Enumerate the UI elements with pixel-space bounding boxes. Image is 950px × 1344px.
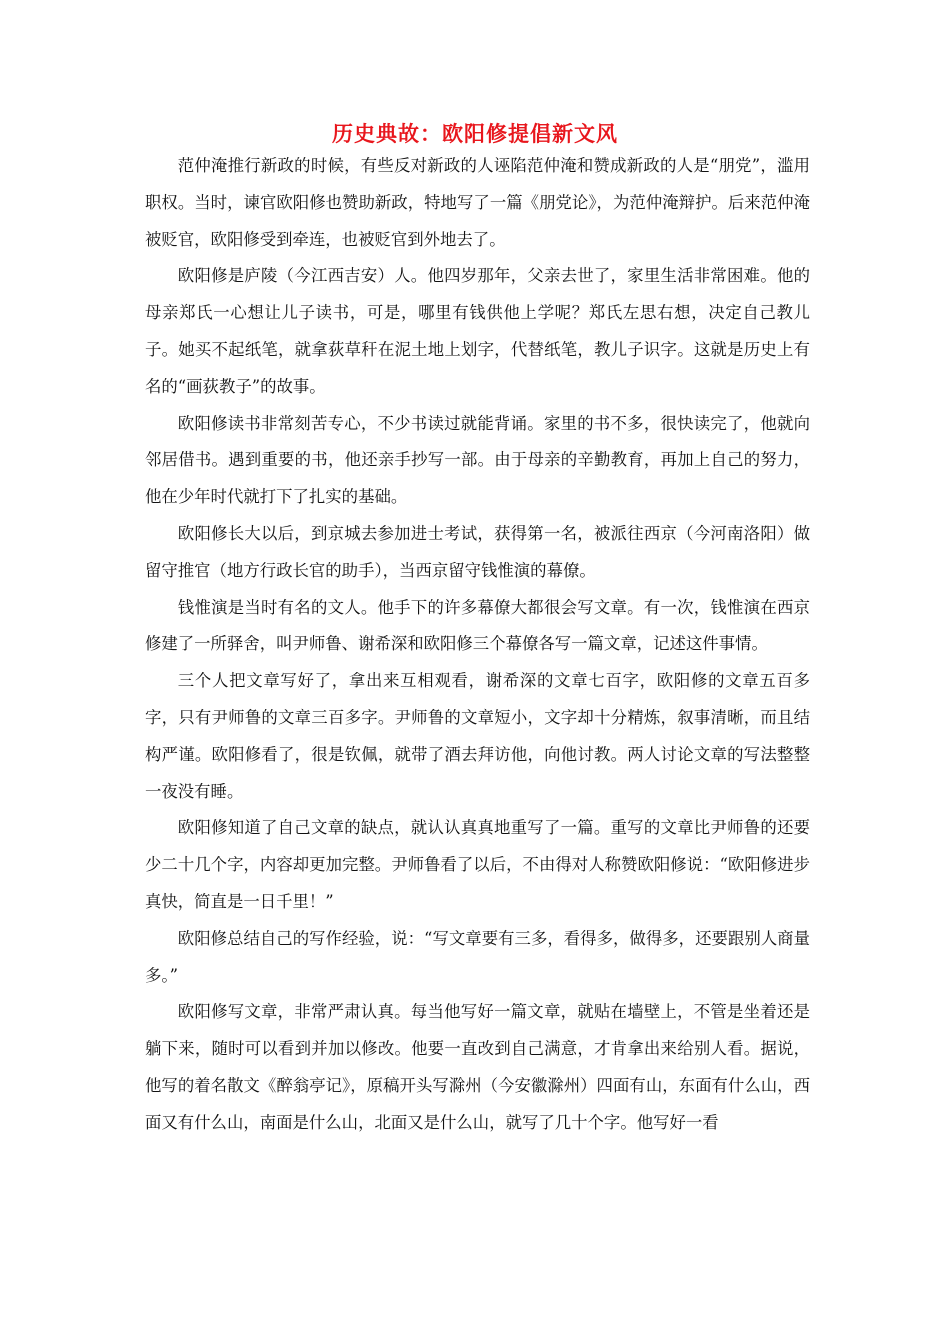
document-title: 历史典故：欧阳修提倡新文风 [332,121,618,146]
paragraph: 欧阳修读书非常刻苦专心，不少书读过就能背诵。家里的书不多，很快读完了，他就向邻居借书。遇到重要的书，他还亲手抄写一部。由于母亲的辛勤教育，再加上自己的努力，他在少年时代就打下了扎实的基础。 [145,413,810,507]
paragraph: 范仲淹推行新政的时候，有些反对新政的人诬陷范仲淹和赞成新政的人是“朋党”，滥用职权。当时，谏官欧阳修也赞助新政，特地写了一篇《朋党论》，为范仲淹辩护。后来范仲淹被贬官，欧阳修受到牵连，也被贬官到外地去了。 [145,156,810,249]
paragraph: 欧阳修长大以后，到京城去参加进士考试，获得第一名，被派往西京（今河南洛阳）做留守推官（地方行政长官的助手），当西京留守钱惟演的幕僚。 [145,523,810,580]
document-body [145,148,810,1142]
paragraph: 欧阳修知道了自己文章的缺点，就认认真真地重写了一篇。重写的文章比尹师鲁的还要少二十几个字，内容却更加完整。尹师鲁看了以后，不由得对人称赞欧阳修说：“欧阳修进步真快，简直是一日千里！” [145,818,810,911]
paragraph: 欧阳修写文章，非常严肃认真。每当他写好一篇文章，就贴在墙壁上，不管是坐着还是躺下来，随时可以看到并加以修改。他要一直改到自己满意，才肯拿出来给别人看。据说，他写的着名散文《醉翁亭记》，原稿开头写滁州（今安徽滁州）四面有山，东面有什么山，西面又有什么山，南面是什么山，北面又是什么山，就写了几十个字。他写好一看 [145,1002,810,1132]
paragraph: 三个人把文章写好了，拿出来互相观看，谢希深的文章七百字，欧阳修的文章五百多字，只有尹师鲁的文章三百多字。尹师鲁的文章短小，文字却十分精炼，叙事清晰，而且结构严谨。欧阳修看了，很是钦佩，就带了酒去拜访他，向他讨教。两人讨论文章的写法整整一夜没有睡。 [145,671,810,801]
paragraph: 欧阳修总结自己的写作经验，说：“写文章要有三多，看得多，做得多，还要跟别人商量多。” [145,928,810,985]
paragraph: 钱惟演是当时有名的文人。他手下的许多幕僚大都很会写文章。有一次，钱惟演在西京修建了一所驿舍，叫尹师鲁、谢希深和欧阳修三个幕僚各写一篇文章，记述这件事情。 [145,597,810,654]
paragraph: 欧阳修是庐陵（今江西吉安）人。他四岁那年，父亲去世了，家里生活非常困难。他的母亲郑氏一心想让儿子读书，可是，哪里有钱供他上学呢？郑氏左思右想，决定自己教儿子。她买不起纸笔，就拿荻草秆在泥土地上划字，代替纸笔，教儿子识字。这就是历史上有名的“画荻教子”的故事。 [145,266,810,396]
